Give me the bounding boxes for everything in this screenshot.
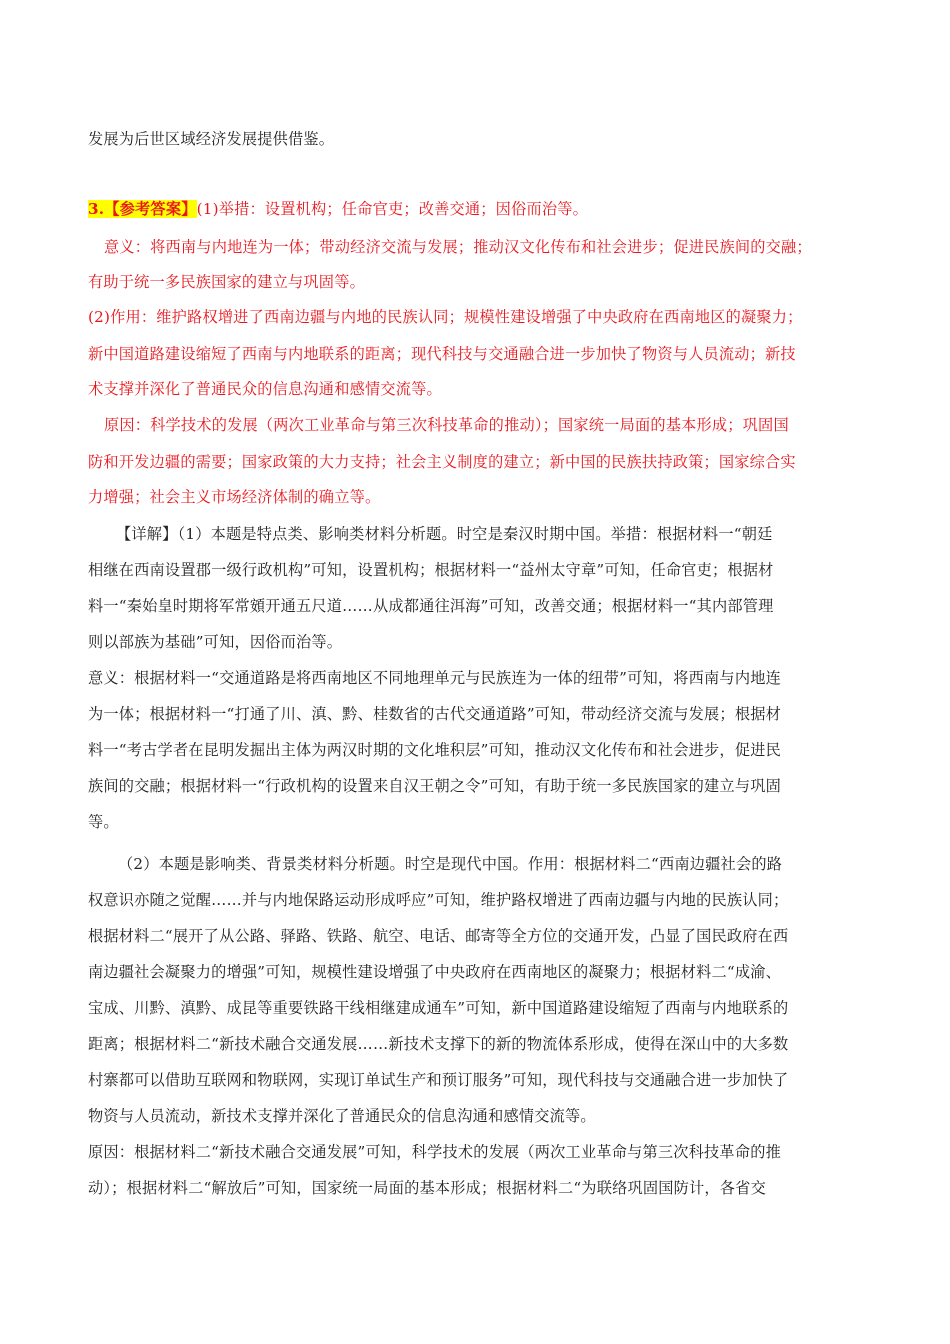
answer-tag: 【参考答案】: [104, 200, 197, 218]
explanation-line: 等。: [88, 813, 119, 831]
explanation-line: 村寨都可以借助互联网和物联网，实现订单试生产和预订服务”可知，现代科技与交通融合进一步加快了: [88, 1071, 789, 1089]
explanation-line: 权意识亦随之觉醒……并与内地保路运动形成呼应”可知，维护路权增进了西南边疆与内地的民族认同；: [88, 891, 789, 909]
explanation-line: 根据材料二“展开了从公路、驿路、铁路、航空、电话、邮寄等全方位的交通开发，凸显了国民政府在西: [88, 927, 789, 945]
explanation-line: 则以部族为基础”可知，因俗而治等。: [88, 633, 343, 651]
answer-text-line: 力增强；社会主义市场经济体制的确立等。: [88, 488, 381, 506]
explanation-line: 为一体；根据材料一“打通了川、滇、黔、桂数省的古代交通道路”可知，带动经济交流与发展；根据材: [88, 705, 781, 723]
explanation-line: 【详解】（1）本题是特点类、影响类材料分析题。时空是秦汉时期中国。举措：根据材料一“朝廷: [116, 525, 773, 543]
answer-text-line: (2)作用：维护路权增进了西南边疆与内地的民族认同；规模性建设增强了中央政府在西南地区的凝聚力；: [88, 308, 803, 326]
explanation-line: 料一“秦始皇时期将军常頞开通五尺道……从成都通往洱海”可知，改善交通；根据材料一“其内部管理: [88, 597, 774, 615]
answer-text-line: 防和开发边疆的需要；国家政策的大力支持；社会主义制度的建立；新中国的民族扶持政策；国家综合实: [88, 453, 796, 471]
explanation-line: 相继在西南设置郡一级行政机构”可知，设置机构；根据材料一“益州太守章”可知，任命官吏；根据材: [88, 561, 774, 579]
explanation-line: 族间的交融；根据材料一“行政机构的设置来自汉王朝之令”可知，有助于统一多民族国家的建立与巩固: [88, 777, 781, 795]
explanation-line: 物资与人员流动，新技术支撑并深化了普通民众的信息沟通和感情交流等。: [88, 1107, 596, 1125]
answer-text-line: 新中国道路建设缩短了西南与内地联系的距离；现代科技与交通融合进一步加快了物资与人员流动；新技: [88, 345, 796, 363]
text-line: 发展为后世区域经济发展提供借鉴。: [88, 130, 335, 148]
explanation-line: 意义：根据材料一“交通道路是将西南地区不同地理单元与民族连为一体的纽带”可知，将西南与内地连: [88, 669, 781, 687]
explanation-line: 南边疆社会凝聚力的增强”可知，规模性建设增强了中央政府在西南地区的凝聚力；根据材料二“成渝、: [88, 963, 781, 981]
explanation-line: 动）；根据材料二“解放后”可知，国家统一局面的基本形成；根据材料二“为联络巩固国防计，各省交: [88, 1179, 766, 1197]
answer-text-line: 术支撑并深化了普通民众的信息沟通和感情交流等。: [88, 380, 442, 398]
explanation-line: 料一“考古学者在昆明发掘出主体为两汉时期的文化堆积层”可知，推动汉文化传布和社会进步，促进民: [88, 741, 781, 759]
explanation-line: 宝成、川黔、滇黔、成昆等重要铁路干线相继建成通车”可知，新中国道路建设缩短了西南与内地联系的: [88, 999, 789, 1017]
answer-text-line: 有助于统一多民族国家的建立与巩固等。: [88, 273, 365, 291]
answer-text-line: 原因：科学技术的发展（两次工业革命与第三次科技革命的推动）；国家统一局面的基本形成；巩固国: [104, 416, 789, 434]
question-number: 3.: [88, 200, 105, 218]
explanation-line: 原因：根据材料二“新技术融合交通发展”可知，科学技术的发展（两次工业革命与第三次科技革命的推: [88, 1143, 781, 1161]
answer-part-1: (1)举措：设置机构；任命官吏；改善交通；因俗而治等。: [196, 200, 589, 218]
answer-heading: [88, 198, 588, 220]
explanation-line: （2）本题是影响类、背景类材料分析题。时空是现代中国。作用：根据材料二“西南边疆社会的路: [118, 855, 783, 873]
answer-text-line: 意义：将西南与内地连为一体；带动经济交流与发展；推动汉文化传布和社会进步；促进民族间的交融；: [104, 238, 812, 256]
explanation-line: 距离；根据材料二“新技术融合交通发展……新技术支撑下的新的物流体系形成，使得在深山中的大多数: [88, 1035, 789, 1053]
